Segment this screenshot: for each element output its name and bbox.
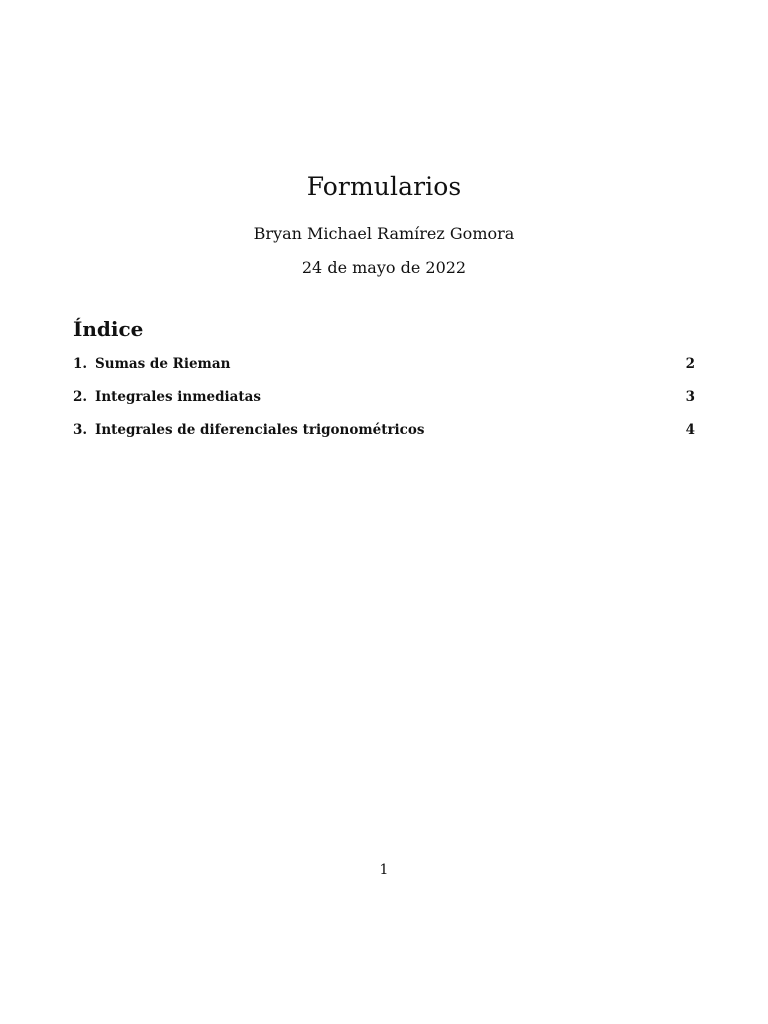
toc-item-integrales-trigonometricos[interactable] [73,419,695,452]
toc-item-label: Integrales inmediatas [95,389,261,405]
document-author: Bryan Michael Ramírez Gomora [253,224,515,243]
toc-item-number: 2. [73,389,88,405]
toc-item-label: Integrales de diferenciales trigonométricos [95,422,425,438]
toc-item-page: 3 [685,389,695,405]
toc-item-page: 2 [685,356,695,372]
toc-item-sumas-de-rieman[interactable] [73,353,695,386]
toc-item-number: 1. [73,356,88,372]
toc-item-label: Sumas de Rieman [95,356,231,372]
document-date: 24 de mayo de 2022 [301,258,467,277]
document-title: Formularios [306,172,462,201]
toc-item-number: 3. [73,422,88,438]
toc-entry-text [73,386,261,408]
toc-entry-text [73,353,230,375]
toc-entry-text [73,419,425,441]
table-of-contents [73,353,695,452]
toc-heading: Índice [73,317,144,341]
toc-item-integrales-inmediatas[interactable] [73,386,695,419]
page-number: 1 [379,862,389,878]
toc-item-page: 4 [685,422,695,438]
